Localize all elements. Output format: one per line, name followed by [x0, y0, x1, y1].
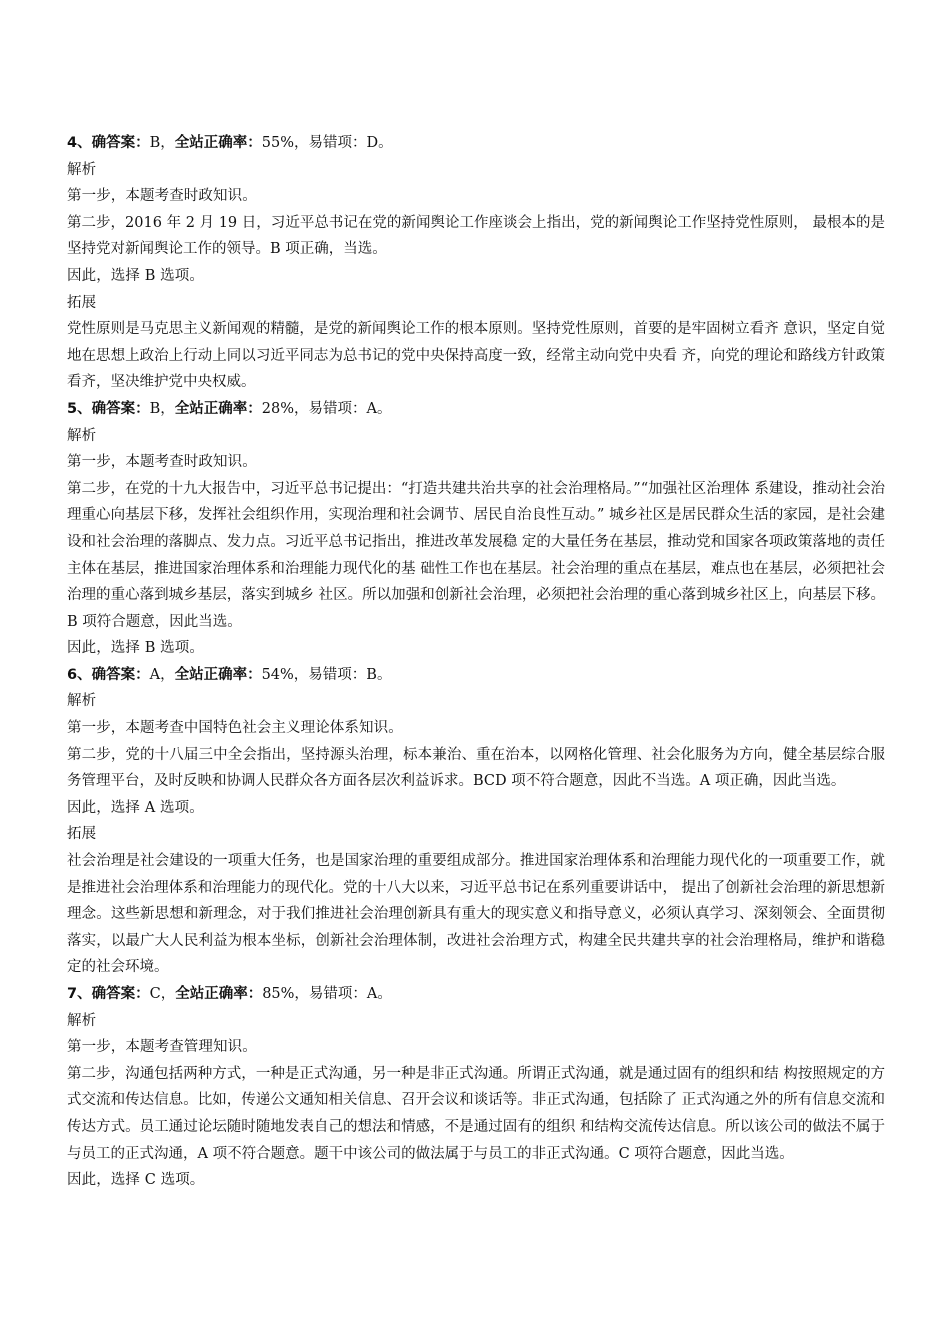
paragraph: 党性原则是马克思主义新闻观的精髓，是党的新闻舆论工作的根本原则。坚持党性原则，首要的是牢固树立看齐 意识，坚定自觉地在思想上政治上行动上同以习近平同志为总书记的党中央保持高度一致，经常主动向党中央看 齐，向党的理论和路线方针政策看齐，坚决维护党中央权威。 — [67, 321, 885, 391]
answer-header — [67, 981, 885, 1008]
conclusion-line: 因此，选择 C 选项。 — [67, 1172, 205, 1189]
step-one: 第一步，本题考查管理知识。 — [67, 1039, 257, 1056]
question-explanation — [67, 396, 885, 662]
question-number: 4、 — [67, 135, 92, 151]
question-number: 6、 — [67, 666, 92, 683]
answer-value: A， — [149, 666, 175, 683]
step-two: 第二步，2016 年 2 月 19 日，习近平总书记在党的新闻舆论工作座谈会上指出，党的新闻舆论工作坚持党性原则， 最根本的是坚持党对新闻舆论工作的领导。B 项正确，当选。 — [67, 214, 885, 258]
answer-value: B， — [149, 400, 175, 417]
analysis-heading: 解析 — [67, 427, 97, 444]
question-explanation — [67, 981, 885, 1194]
conclusion-line: 因此，选择 B 选项。 — [67, 640, 204, 657]
analysis-heading: 解析 — [67, 1012, 97, 1029]
answer-value: C， — [149, 986, 176, 1002]
paragraph: 社会治理是社会建设的一项重大任务，也是国家治理的重要组成部分。推进国家治理体系和治理能力现代化的一项重要工作，就是推进社会治理体系和治理能力的现代化。党的十八大以来，习近平总书记在系列重要讲话中， 提出了创新社会治理的新思想新理念。这些新思想和新理念，对于我们推进社会治理创新具有重大的现实意义和指导意义，必须认真学习、深刻领会、全面贯彻落实，以最广大人民利益为根本坐标，创新社会治理体制，改进社会治理方式，构建全民共建共享的社会治理格局，维护和谐稳定的社会环境。 — [67, 853, 885, 976]
answer-label: 确答案： — [91, 400, 150, 417]
answer-explanations — [67, 130, 885, 1194]
extension-heading: 拓展 — [67, 294, 97, 311]
question-number: 7、 — [67, 986, 92, 1002]
accuracy-value: 85%，易错项：A。 — [262, 986, 392, 1002]
conclusion-line: 因此，选择 A 选项。 — [67, 799, 204, 816]
step-two: 第二步，沟通包括两种方式，一种是正式沟通，另一种是非正式沟通。所谓正式沟通，就是通过固有的组织和结 构按照规定的方式交流和传达信息。比如，传递公文通知相关信息、召开会议和谈话等。非正式沟通，包括除了 正式沟通之外的所有信息交流和传达方式。员工通过论坛随时随地发表自己的想法和情感，不是通过固有的组织 和结构交流传达信息。所以该公司的做法不属于与员工的正式沟通，A 项不符合题意。题干中该公司的做法属于与员工的非正式沟通。C 项符合题意，因此当选。 — [67, 1065, 885, 1162]
accuracy-value: 28%，易错项：A。 — [261, 400, 392, 417]
accuracy-label: 全站正确率： — [174, 135, 262, 151]
step-one: 第一步，本题考查中国特色社会主义理论体系知识。 — [67, 720, 403, 737]
question-explanation — [67, 130, 885, 396]
step-two: 第二步，在党的十九大报告中，习近平总书记提出：“打造共建共治共享的社会治理格局。”“加强社区治理体 系建设，推动社会治理重心向基层下移，发挥社会组织作用，实现治理和社会调节、居民自治良性互动。” 城乡社区是居民群众生活的家园，是社会建设和社会治理的落脚点、发力点。习近平总书记指出，推进改革发展稳 定的大量任务在基层，推动党和国家各项政策落地的责任主体在基层，推进国家治理体系和治理能力现代化的基 础性工作也在基层。社会治理的重点在基层，难点也在基层，必须把社会治理的重心落到城乡基层，落实到城乡 社区。所以加强和创新社会治理，必须把社会治理的重心落到城乡社区上，向基层下移。B 项符合题意，因此当选。 — [67, 480, 885, 630]
analysis-heading: 解析 — [67, 693, 97, 710]
step-two: 第二步，党的十八届三中全会指出，坚持源头治理，标本兼治、重在治本，以网格化管理、社会化服务为方向，健全基层综合服务管理平台，及时反映和协调人民群众各方面各层次利益诉求。BCD 项不符合题意，因此不当选。A 项正确，因此当选。 — [67, 746, 885, 790]
conclusion-line: 因此，选择 B 选项。 — [67, 267, 204, 284]
accuracy-value: 55%，易错项：D。 — [261, 135, 393, 151]
accuracy-label: 全站正确率： — [174, 400, 262, 417]
answer-label: 确答案： — [91, 986, 150, 1002]
step-one: 第一步，本题考查时政知识。 — [67, 188, 257, 205]
accuracy-label: 全站正确率： — [175, 986, 263, 1002]
answer-label: 确答案： — [91, 135, 150, 151]
accuracy-value: 54%，易错项：B。 — [261, 666, 392, 683]
answer-value: B， — [149, 135, 175, 151]
question-number: 5、 — [67, 400, 92, 417]
analysis-heading: 解析 — [67, 161, 97, 178]
accuracy-label: 全站正确率： — [174, 666, 262, 683]
answer-header — [67, 396, 885, 423]
step-one: 第一步，本题考查时政知识。 — [67, 454, 257, 471]
extension-heading: 拓展 — [67, 826, 97, 843]
answer-header — [67, 130, 885, 157]
answer-header — [67, 662, 885, 689]
question-explanation — [67, 662, 885, 981]
answer-label: 确答案： — [91, 666, 150, 683]
